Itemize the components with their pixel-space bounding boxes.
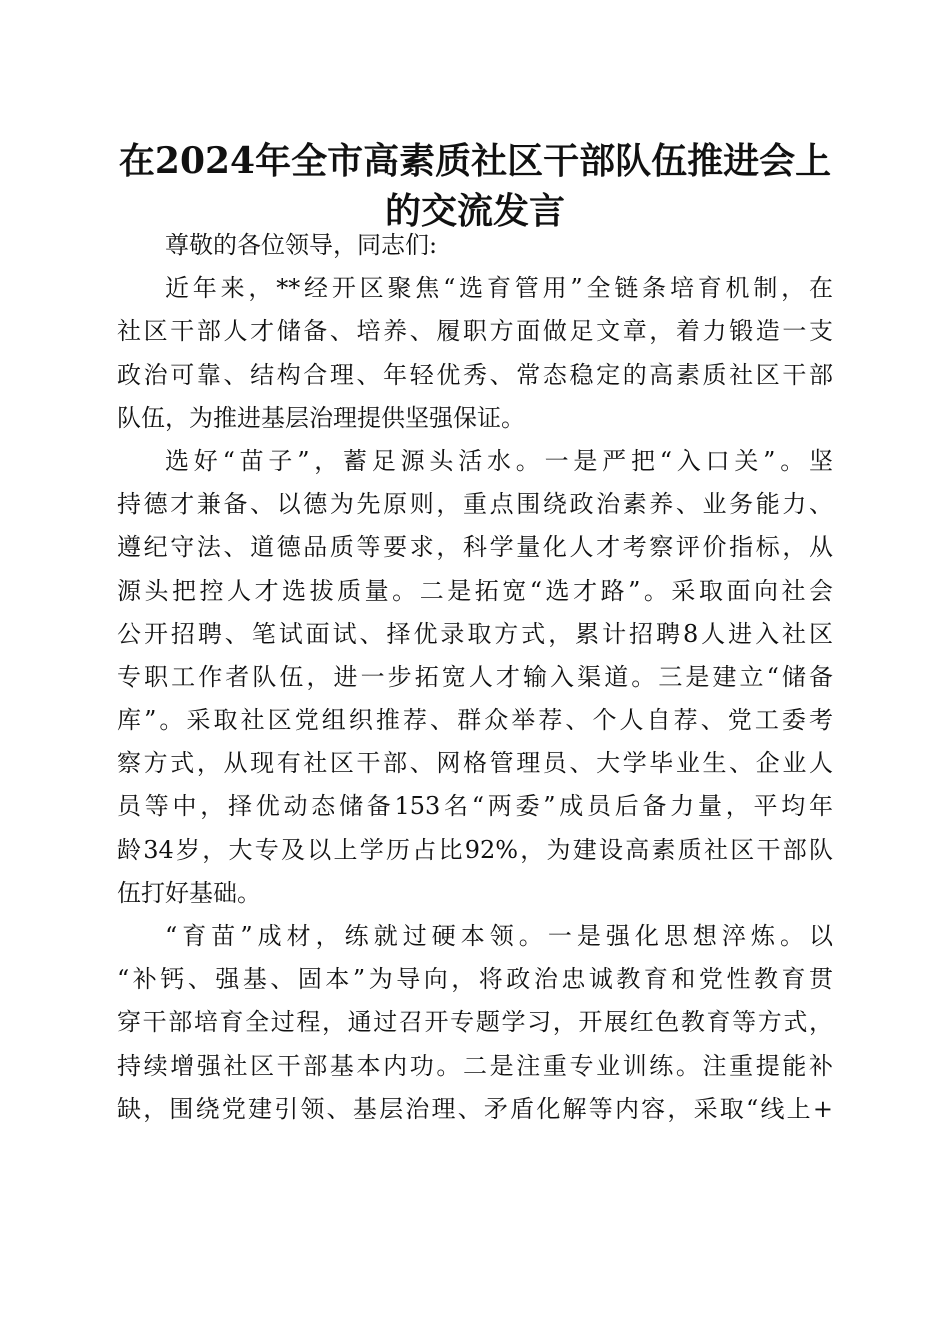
- text-line: 政治可靠、结构合理、年轻优秀、常态稳定的高素质社区干部: [117, 360, 833, 389]
- text-line: “补钙、强基、固本”为导向，将政治忠诚教育和党性教育贯: [117, 965, 833, 994]
- text-line: 持德才兼备、以德为先原则，重点围绕政治素养、业务能力、: [117, 490, 833, 519]
- text-line: 缺，围绕党建引领、基层治理、矛盾化解等内容，采取“线上+: [117, 1094, 833, 1123]
- document-body: [117, 224, 833, 1131]
- text-line: 员等中，择优动态储备153名“两委”成员后备力量，平均年: [117, 792, 833, 821]
- text-line: 遵纪守法、道德品质等要求，科学量化人才考察评价指标，从: [117, 533, 833, 562]
- text-line: 穿干部培育全过程，通过召开专题学习，开展红色教育等方式，: [117, 1008, 833, 1037]
- text-line: 察方式，从现有社区干部、网格管理员、大学毕业生、企业人: [117, 749, 833, 778]
- text-line: 社区干部人才储备、培养、履职方面做足文章，着力锻造一支: [117, 317, 833, 346]
- text-line: 选好“苗子”，蓄足源头活水。一是严把“入口关”。坚: [165, 446, 833, 475]
- text-line: 源头把控人才选拔质量。二是拓宽“选才路”。采取面向社会: [117, 576, 833, 605]
- text-line: 公开招聘、笔试面试、择优录取方式，累计招聘8人进入社区: [117, 619, 833, 648]
- title-line-2: 的交流发言: [384, 190, 565, 232]
- text-line: 龄34岁，大专及以上学历占比92%，为建设高素质社区干部队: [117, 835, 833, 864]
- text-line: 库”。采取社区党组织推荐、群众举荐、个人自荐、党工委考: [117, 706, 833, 735]
- text-line: 专职工作者队伍，进一步拓宽人才输入渠道。三是建立“储备: [117, 662, 833, 691]
- document-title: [118, 136, 832, 236]
- text-line: 近年来，**经开区聚焦“选育管用”全链条培育机制，在: [165, 274, 833, 303]
- text-line: 队伍，为推进基层治理提供坚强保证。: [117, 403, 525, 432]
- text-line: “育苗”成材，练就过硬本领。一是强化思想淬炼。以: [165, 922, 833, 950]
- text-line: 持续增强社区干部基本内功。二是注重专业训练。注重提能补: [117, 1051, 833, 1080]
- text-line: 伍打好基础。: [117, 878, 261, 907]
- salutation: 尊敬的各位领导，同志们:: [165, 231, 438, 259]
- title-line-1: 在2024年全市高素质社区干部队伍推进会上: [118, 140, 832, 182]
